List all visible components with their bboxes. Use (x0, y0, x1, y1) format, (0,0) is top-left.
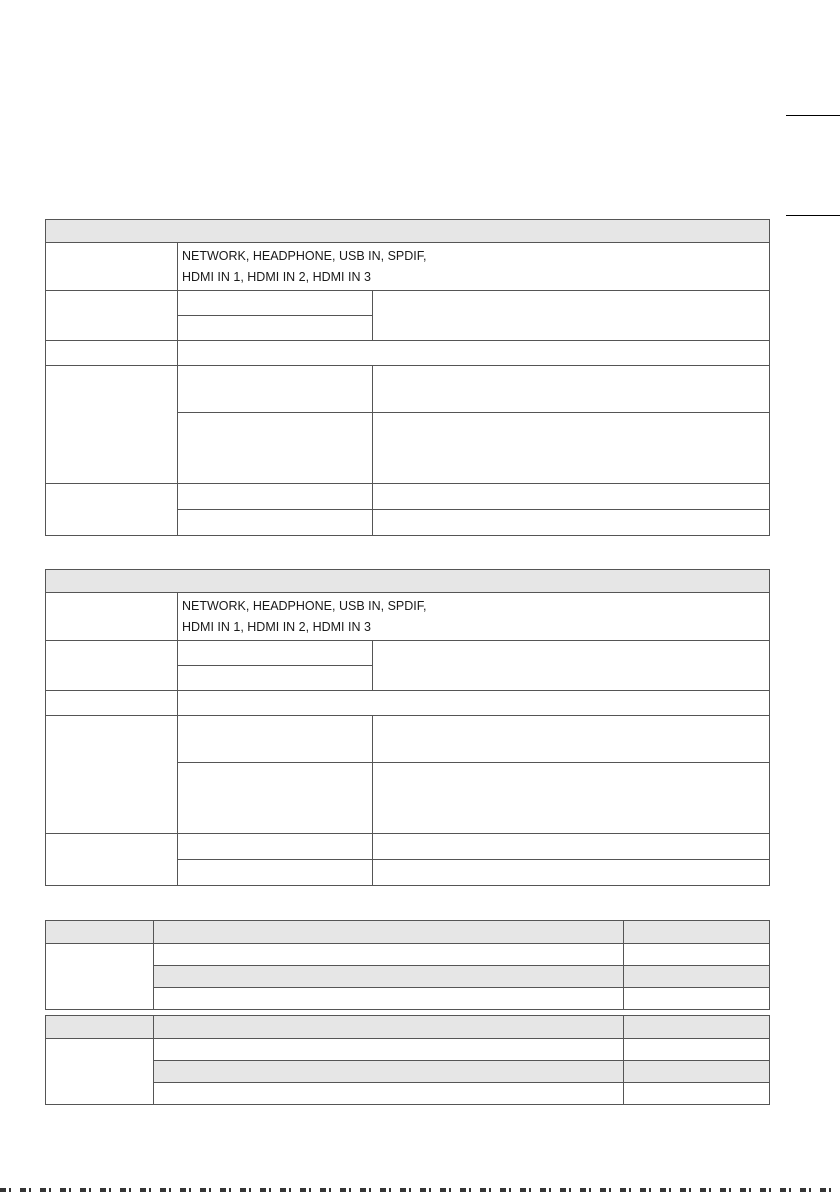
spec-table-2 (45, 569, 770, 886)
spec-table-header (46, 570, 770, 593)
spec-table-1 (45, 219, 770, 536)
value-cell (178, 413, 373, 484)
label-cell (46, 691, 178, 716)
row-cell (154, 1083, 624, 1105)
row-cell (624, 1083, 770, 1105)
bottom-print-strip (0, 1188, 840, 1192)
row-cell (624, 988, 770, 1010)
row-cell (624, 1039, 770, 1061)
spec-table-header (46, 220, 770, 243)
row-cell (624, 944, 770, 966)
label-cell (46, 341, 178, 366)
row-cell (624, 1061, 770, 1083)
value-cell (178, 366, 373, 413)
value-cell (178, 834, 373, 860)
label-cell (46, 484, 178, 536)
value-cell (373, 366, 770, 413)
ports-line-2: HDMI IN 1, HDMI IN 2, HDMI IN 3 (182, 619, 371, 634)
value-cell (178, 763, 373, 834)
value-cell (373, 763, 770, 834)
value-cell (178, 510, 373, 536)
value-cell (373, 641, 770, 691)
group-cell (46, 1039, 154, 1105)
label-cell (46, 593, 178, 641)
head-cell (46, 1016, 154, 1039)
value-cell (373, 413, 770, 484)
value-cell (178, 716, 373, 763)
value-cell (178, 860, 373, 886)
head-cell (46, 921, 154, 944)
row-cell (624, 966, 770, 988)
page-edge-mark-bottom (786, 215, 840, 216)
head-cell (154, 921, 624, 944)
value-cell (178, 641, 373, 666)
ports-line-1: NETWORK, HEADPHONE, USB IN, SPDIF, (182, 248, 427, 263)
value-cell (373, 510, 770, 536)
group-cell (46, 944, 154, 1010)
label-cell (46, 291, 178, 341)
ports-cell (178, 593, 770, 641)
row-cell (154, 944, 624, 966)
value-cell (178, 341, 770, 366)
value-cell (373, 860, 770, 886)
ports-line-2: HDMI IN 1, HDMI IN 2, HDMI IN 3 (182, 269, 371, 284)
small-table-1 (45, 920, 770, 1010)
value-cell (178, 666, 373, 691)
value-cell (373, 484, 770, 510)
row-cell (154, 966, 624, 988)
row-cell (154, 988, 624, 1010)
head-cell (624, 921, 770, 944)
label-cell (46, 834, 178, 886)
row-cell (154, 1061, 624, 1083)
value-cell (178, 291, 373, 316)
value-cell (178, 484, 373, 510)
label-cell (46, 641, 178, 691)
label-cell (46, 243, 178, 291)
value-cell (373, 716, 770, 763)
value-cell (373, 834, 770, 860)
value-cell (178, 691, 770, 716)
small-table-2 (45, 1015, 770, 1105)
ports-cell (178, 243, 770, 291)
ports-line-1: NETWORK, HEADPHONE, USB IN, SPDIF, (182, 598, 427, 613)
label-cell (46, 366, 178, 484)
value-cell (373, 291, 770, 341)
value-cell (178, 316, 373, 341)
head-cell (154, 1016, 624, 1039)
row-cell (154, 1039, 624, 1061)
head-cell (624, 1016, 770, 1039)
label-cell (46, 716, 178, 834)
page-edge-mark-top (786, 115, 840, 116)
